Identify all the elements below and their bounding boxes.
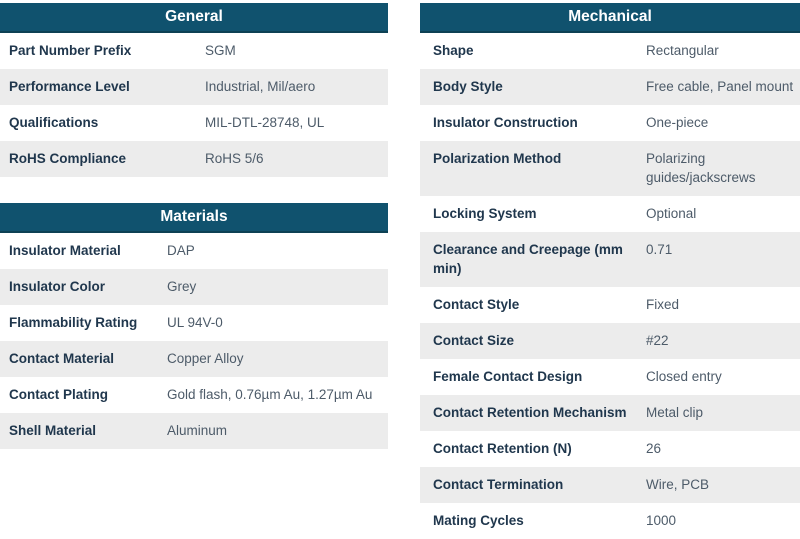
spec-value: Gold flash, 0.76µm Au, 1.27µm Au: [167, 387, 373, 402]
spec-row: [0, 141, 388, 177]
spec-row: [420, 395, 800, 431]
spec-value: UL 94V-0: [167, 315, 223, 330]
spec-value: DAP: [167, 243, 195, 258]
spec-value: Optional: [646, 206, 697, 221]
spec-value: 1000: [646, 513, 677, 528]
general-table-title: General: [0, 3, 388, 33]
spec-label: Performance Level: [9, 79, 130, 94]
materials-table: [0, 203, 388, 449]
mechanical-table-body: [420, 33, 800, 539]
spec-row: [0, 305, 388, 341]
spec-value: Closed entry: [646, 369, 722, 384]
mechanical-table: [420, 3, 800, 539]
spec-value: Fixed: [646, 297, 680, 312]
spec-row: [420, 141, 800, 196]
spec-value: One-piece: [646, 115, 709, 130]
spec-label: Polarization Method: [433, 151, 562, 166]
spec-row: [0, 377, 388, 413]
spec-label: Locking System: [433, 206, 537, 221]
spec-row: [0, 269, 388, 305]
spec-label: Qualifications: [9, 115, 99, 130]
general-table: [0, 3, 388, 177]
general-table-body: [0, 33, 388, 177]
spec-label: RoHS Compliance: [9, 151, 127, 166]
spec-row: [420, 196, 800, 232]
spec-value: #22: [646, 333, 669, 348]
spec-value: 26: [646, 441, 662, 456]
spec-value: MIL-DTL-28748, UL: [205, 115, 325, 130]
spec-row: [420, 467, 800, 503]
spec-label: Insulator Material: [9, 243, 121, 258]
spec-label: Mating Cycles: [433, 513, 524, 528]
spec-label: Clearance and Creepage (mm min): [433, 242, 623, 276]
spec-label: Insulator Color: [9, 279, 106, 294]
spec-row: [420, 359, 800, 395]
spec-row: [0, 341, 388, 377]
spec-value: 0.71: [646, 242, 673, 257]
spec-label: Body Style: [433, 79, 503, 94]
spec-value: Free cable, Panel mount: [646, 79, 794, 94]
spec-row: [420, 323, 800, 359]
spec-label: Contact Plating: [9, 387, 109, 402]
spec-label: Female Contact Design: [433, 369, 583, 384]
left-column: [0, 3, 388, 449]
spec-row: [420, 287, 800, 323]
spec-value: Aluminum: [167, 423, 228, 438]
spec-label: Contact Material: [9, 351, 115, 366]
spec-row: [0, 33, 388, 69]
right-column: [420, 3, 800, 539]
spec-row: [0, 233, 388, 269]
spec-value: RoHS 5/6: [205, 151, 264, 166]
spec-value: Industrial, Mil/aero: [205, 79, 316, 94]
spec-label: Shape: [433, 43, 474, 58]
spec-label: Flammability Rating: [9, 315, 138, 330]
spec-value: Rectangular: [646, 43, 719, 58]
spec-row: [420, 105, 800, 141]
spec-row: [420, 431, 800, 467]
spec-value: Metal clip: [646, 405, 704, 420]
spec-row: [420, 33, 800, 69]
spec-label: Contact Retention Mechanism: [433, 405, 627, 420]
materials-table-body: [0, 233, 388, 449]
spec-label: Shell Material: [9, 423, 97, 438]
spec-label: Contact Style: [433, 297, 520, 312]
spec-row: [0, 105, 388, 141]
mechanical-table-title: Mechanical: [420, 3, 800, 33]
spec-label: Contact Retention (N): [433, 441, 572, 456]
spec-label: Insulator Construction: [433, 115, 578, 130]
spec-row: [0, 69, 388, 105]
spec-row: [420, 69, 800, 105]
spec-value: Wire, PCB: [646, 477, 710, 492]
materials-table-title: Materials: [0, 203, 388, 233]
spec-value: Grey: [167, 279, 197, 294]
spec-value: SGM: [205, 43, 236, 58]
spec-label: Contact Termination: [433, 477, 564, 492]
spec-label: Part Number Prefix: [9, 43, 132, 58]
spec-row: [0, 413, 388, 449]
spec-row: [420, 232, 800, 287]
spec-value: Polarizing guides/jackscrews: [646, 151, 756, 185]
spec-value: Copper Alloy: [167, 351, 244, 366]
spec-label: Contact Size: [433, 333, 515, 348]
spec-row: [420, 503, 800, 539]
